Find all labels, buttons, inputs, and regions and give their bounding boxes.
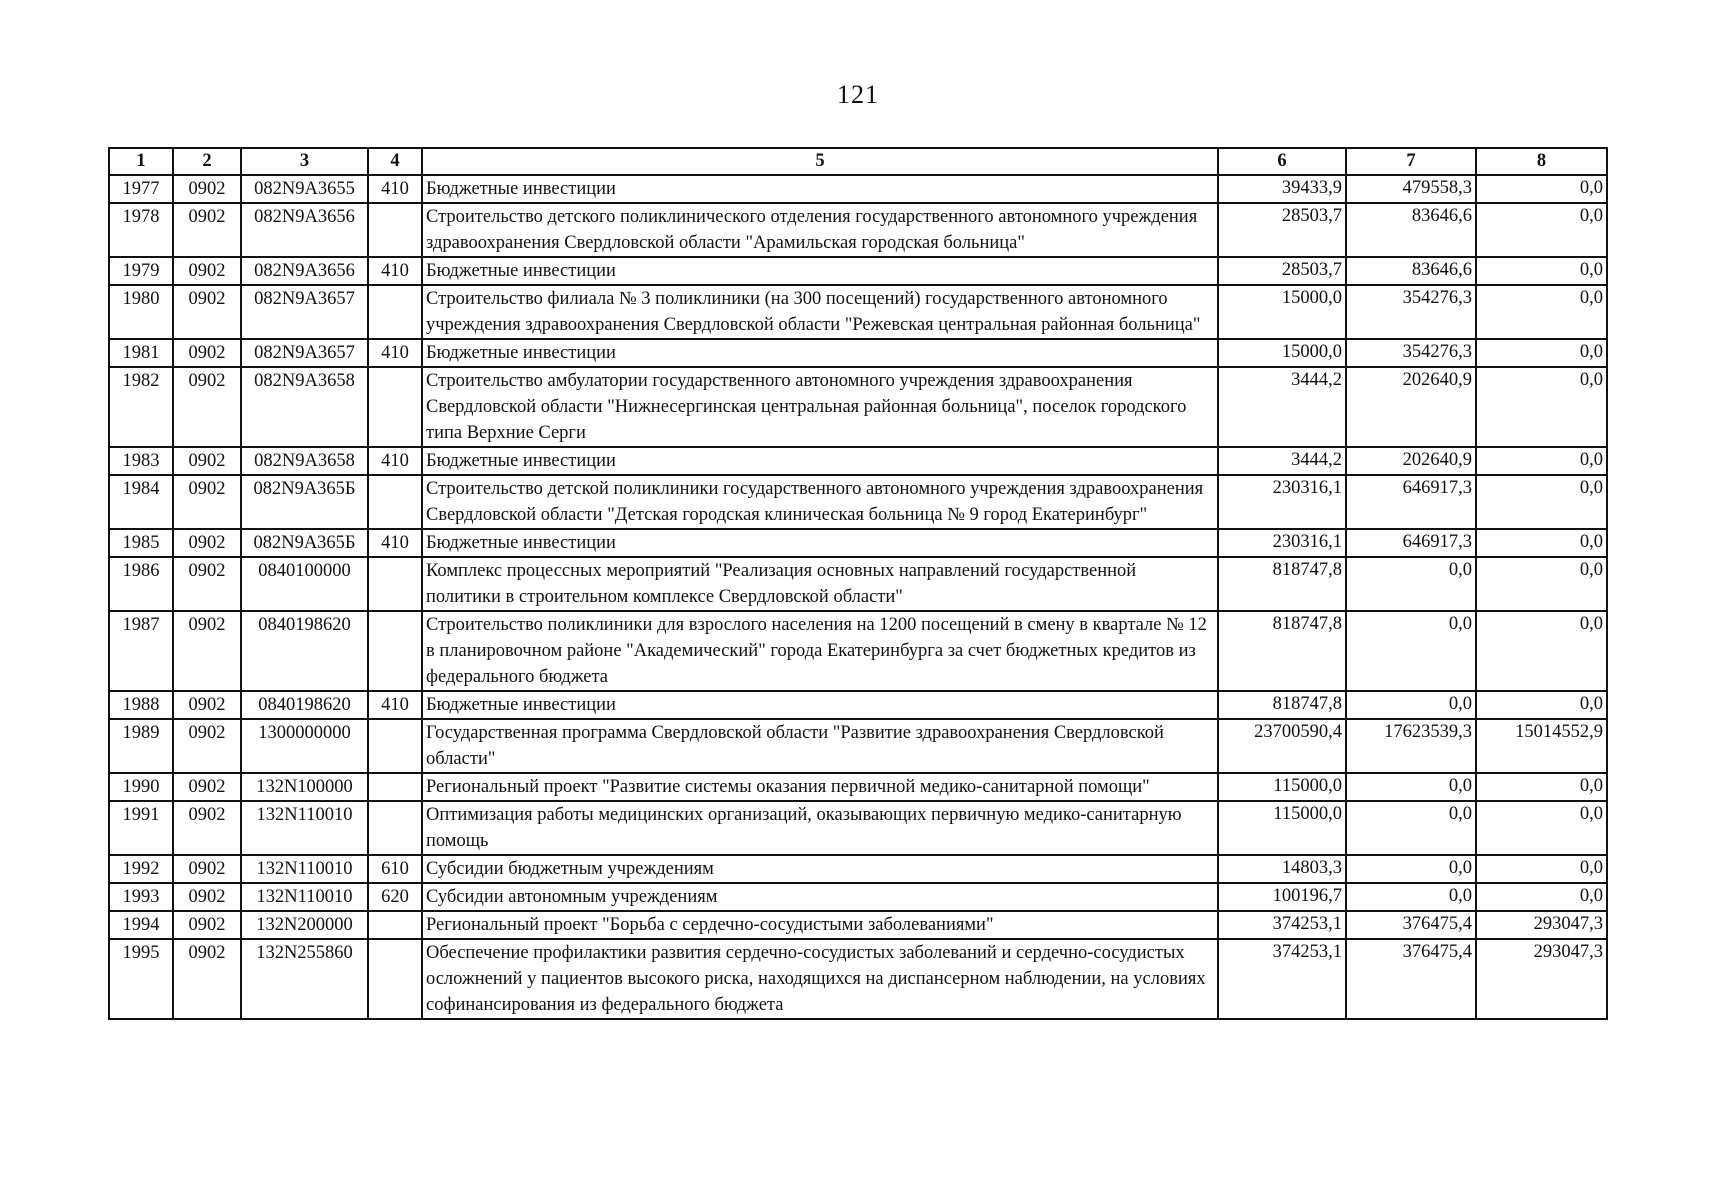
amount-col8-cell: 0,0 xyxy=(1476,475,1607,529)
amount-col7-cell: 83646,6 xyxy=(1346,257,1476,285)
description-cell: Государственная программа Свердловской области "Развитие здравоохранения Свердловской области" xyxy=(422,719,1218,773)
amount-col7-cell: 376475,4 xyxy=(1346,911,1476,939)
amount-col7-cell: 0,0 xyxy=(1346,557,1476,611)
table-row xyxy=(109,773,1607,801)
section-code-cell: 0902 xyxy=(173,367,241,447)
row-number-cell: 1995 xyxy=(109,939,173,1019)
amount-col6-cell: 818747,8 xyxy=(1218,691,1346,719)
table-row xyxy=(109,911,1607,939)
section-code-cell: 0902 xyxy=(173,285,241,339)
section-code-cell: 0902 xyxy=(173,691,241,719)
row-number-cell: 1979 xyxy=(109,257,173,285)
section-code-cell: 0902 xyxy=(173,773,241,801)
row-number-cell: 1981 xyxy=(109,339,173,367)
amount-col6-cell: 230316,1 xyxy=(1218,529,1346,557)
amount-col7-cell: 354276,3 xyxy=(1346,339,1476,367)
expense-type-cell: 410 xyxy=(368,529,422,557)
table-row xyxy=(109,801,1607,855)
target-code-cell: 0840198620 xyxy=(241,691,368,719)
expense-type-cell xyxy=(368,911,422,939)
description-cell: Бюджетные инвестиции xyxy=(422,691,1218,719)
target-code-cell: 082N9A3658 xyxy=(241,367,368,447)
row-number-cell: 1984 xyxy=(109,475,173,529)
table-row xyxy=(109,691,1607,719)
expense-type-cell xyxy=(368,939,422,1019)
target-code-cell: 132N255860 xyxy=(241,939,368,1019)
section-code-cell: 0902 xyxy=(173,557,241,611)
row-number-cell: 1994 xyxy=(109,911,173,939)
description-cell: Оптимизация работы медицинских организаций, оказывающих первичную медико-санитарную помощь xyxy=(422,801,1218,855)
header-row xyxy=(109,148,1607,175)
section-code-cell: 0902 xyxy=(173,257,241,285)
target-code-cell: 082N9A3656 xyxy=(241,257,368,285)
amount-col6-cell: 23700590,4 xyxy=(1218,719,1346,773)
amount-col7-cell: 202640,9 xyxy=(1346,367,1476,447)
amount-col8-cell: 0,0 xyxy=(1476,339,1607,367)
amount-col7-cell: 0,0 xyxy=(1346,611,1476,691)
description-cell: Бюджетные инвестиции xyxy=(422,175,1218,203)
amount-col6-cell: 100196,7 xyxy=(1218,883,1346,911)
amount-col8-cell: 0,0 xyxy=(1476,285,1607,339)
table-row xyxy=(109,475,1607,529)
row-number-cell: 1992 xyxy=(109,855,173,883)
target-code-cell: 132N110010 xyxy=(241,883,368,911)
target-code-cell: 082N9A365Б xyxy=(241,529,368,557)
description-cell: Бюджетные инвестиции xyxy=(422,339,1218,367)
description-cell: Строительство филиала № 3 поликлиники (на 300 посещений) государственного автономного учреждения здравоохранения Свердловской области "Режевская центральная районная больница" xyxy=(422,285,1218,339)
row-number-cell: 1983 xyxy=(109,447,173,475)
description-cell: Региональный проект "Развитие системы оказания первичной медико-санитарной помощи" xyxy=(422,773,1218,801)
row-number-cell: 1982 xyxy=(109,367,173,447)
row-number-cell: 1978 xyxy=(109,203,173,257)
table-row xyxy=(109,611,1607,691)
page-number: 121 xyxy=(837,80,879,109)
amount-col8-cell: 0,0 xyxy=(1476,529,1607,557)
table-row xyxy=(109,529,1607,557)
table-body xyxy=(109,175,1607,1019)
amount-col7-cell: 354276,3 xyxy=(1346,285,1476,339)
amount-col8-cell: 0,0 xyxy=(1476,257,1607,285)
amount-col7-cell: 0,0 xyxy=(1346,855,1476,883)
row-number-cell: 1989 xyxy=(109,719,173,773)
section-code-cell: 0902 xyxy=(173,939,241,1019)
amount-col8-cell: 0,0 xyxy=(1476,773,1607,801)
amount-col6-cell: 115000,0 xyxy=(1218,801,1346,855)
column-header: 5 xyxy=(422,148,1218,175)
amount-col6-cell: 3444,2 xyxy=(1218,447,1346,475)
target-code-cell: 132N100000 xyxy=(241,773,368,801)
expense-type-cell: 610 xyxy=(368,855,422,883)
amount-col8-cell: 0,0 xyxy=(1476,175,1607,203)
amount-col8-cell: 0,0 xyxy=(1476,611,1607,691)
target-code-cell: 132N200000 xyxy=(241,911,368,939)
table-row xyxy=(109,203,1607,257)
amount-col8-cell: 0,0 xyxy=(1476,883,1607,911)
target-code-cell: 082N9A3657 xyxy=(241,285,368,339)
row-number-cell: 1993 xyxy=(109,883,173,911)
target-code-cell: 132N110010 xyxy=(241,855,368,883)
row-number-cell: 1977 xyxy=(109,175,173,203)
amount-col7-cell: 646917,3 xyxy=(1346,529,1476,557)
description-cell: Субсидии бюджетным учреждениям xyxy=(422,855,1218,883)
section-code-cell: 0902 xyxy=(173,339,241,367)
target-code-cell: 0840100000 xyxy=(241,557,368,611)
expense-type-cell xyxy=(368,801,422,855)
table-row xyxy=(109,855,1607,883)
amount-col8-cell: 0,0 xyxy=(1476,447,1607,475)
target-code-cell: 082N9A365Б xyxy=(241,475,368,529)
table-row xyxy=(109,557,1607,611)
table-row xyxy=(109,257,1607,285)
amount-col7-cell: 202640,9 xyxy=(1346,447,1476,475)
expense-type-cell: 410 xyxy=(368,175,422,203)
row-number-cell: 1986 xyxy=(109,557,173,611)
table-row xyxy=(109,883,1607,911)
section-code-cell: 0902 xyxy=(173,911,241,939)
amount-col7-cell: 646917,3 xyxy=(1346,475,1476,529)
target-code-cell: 082N9A3657 xyxy=(241,339,368,367)
target-code-cell: 132N110010 xyxy=(241,801,368,855)
amount-col8-cell: 15014552,9 xyxy=(1476,719,1607,773)
amount-col6-cell: 115000,0 xyxy=(1218,773,1346,801)
expense-type-cell xyxy=(368,203,422,257)
expense-type-cell xyxy=(368,367,422,447)
expense-type-cell: 410 xyxy=(368,339,422,367)
amount-col6-cell: 818747,8 xyxy=(1218,611,1346,691)
table-row xyxy=(109,175,1607,203)
amount-col6-cell: 3444,2 xyxy=(1218,367,1346,447)
description-cell: Строительство поликлиники для взрослого населения на 1200 посещений в смену в квартале № 12 в планировочном районе "Академический" города Екатеринбурга за счет бюджетных кредитов из федерального бюджета xyxy=(422,611,1218,691)
amount-col7-cell: 17623539,3 xyxy=(1346,719,1476,773)
description-cell: Бюджетные инвестиции xyxy=(422,447,1218,475)
expense-type-cell xyxy=(368,557,422,611)
amount-col6-cell: 28503,7 xyxy=(1218,257,1346,285)
amount-col6-cell: 374253,1 xyxy=(1218,911,1346,939)
amount-col8-cell: 0,0 xyxy=(1476,855,1607,883)
column-header: 2 xyxy=(173,148,241,175)
column-header: 7 xyxy=(1346,148,1476,175)
amount-col8-cell: 293047,3 xyxy=(1476,939,1607,1019)
column-header: 3 xyxy=(241,148,368,175)
section-code-cell: 0902 xyxy=(173,475,241,529)
amount-col8-cell: 0,0 xyxy=(1476,557,1607,611)
description-cell: Комплекс процессных мероприятий "Реализация основных направлений государственной политики в строительном комплексе Свердловской области" xyxy=(422,557,1218,611)
column-header: 8 xyxy=(1476,148,1607,175)
target-code-cell: 082N9A3656 xyxy=(241,203,368,257)
amount-col8-cell: 0,0 xyxy=(1476,801,1607,855)
expense-type-cell xyxy=(368,773,422,801)
amount-col6-cell: 28503,7 xyxy=(1218,203,1346,257)
expense-type-cell: 410 xyxy=(368,691,422,719)
amount-col6-cell: 230316,1 xyxy=(1218,475,1346,529)
section-code-cell: 0902 xyxy=(173,529,241,557)
amount-col7-cell: 376475,4 xyxy=(1346,939,1476,1019)
amount-col8-cell: 293047,3 xyxy=(1476,911,1607,939)
description-cell: Обеспечение профилактики развития сердечно-сосудистых заболеваний и сердечно-сосудистых осложнений у пациентов высокого риска, находящихся на диспансерном наблюдении, на условиях софинансирования из федерального бюджета xyxy=(422,939,1218,1019)
expense-type-cell xyxy=(368,719,422,773)
table-row xyxy=(109,339,1607,367)
section-code-cell: 0902 xyxy=(173,203,241,257)
amount-col6-cell: 818747,8 xyxy=(1218,557,1346,611)
table-row xyxy=(109,447,1607,475)
expense-type-cell xyxy=(368,475,422,529)
description-cell: Строительство детского поликлинического отделения государственного автономного учреждения здравоохранения Свердловской области "Арамильская городская больница" xyxy=(422,203,1218,257)
target-code-cell: 082N9A3655 xyxy=(241,175,368,203)
table-row xyxy=(109,367,1607,447)
amount-col6-cell: 15000,0 xyxy=(1218,339,1346,367)
section-code-cell: 0902 xyxy=(173,883,241,911)
amount-col8-cell: 0,0 xyxy=(1476,691,1607,719)
amount-col7-cell: 83646,6 xyxy=(1346,203,1476,257)
row-number-cell: 1988 xyxy=(109,691,173,719)
target-code-cell: 1300000000 xyxy=(241,719,368,773)
budget-table xyxy=(108,147,1608,1020)
section-code-cell: 0902 xyxy=(173,801,241,855)
column-header: 6 xyxy=(1218,148,1346,175)
target-code-cell: 082N9A3658 xyxy=(241,447,368,475)
amount-col6-cell: 39433,9 xyxy=(1218,175,1346,203)
description-cell: Региональный проект "Борьба с сердечно-сосудистыми заболеваниями" xyxy=(422,911,1218,939)
amount-col8-cell: 0,0 xyxy=(1476,203,1607,257)
row-number-cell: 1991 xyxy=(109,801,173,855)
amount-col8-cell: 0,0 xyxy=(1476,367,1607,447)
description-cell: Субсидии автономным учреждениям xyxy=(422,883,1218,911)
expense-type-cell xyxy=(368,285,422,339)
description-cell: Бюджетные инвестиции xyxy=(422,257,1218,285)
row-number-cell: 1985 xyxy=(109,529,173,557)
target-code-cell: 0840198620 xyxy=(241,611,368,691)
expense-type-cell xyxy=(368,611,422,691)
description-cell: Строительство детской поликлиники государственного автономного учреждения здравоохранения Свердловской области "Детская городская клиническая больница № 9 город Екатеринбург" xyxy=(422,475,1218,529)
section-code-cell: 0902 xyxy=(173,611,241,691)
column-header: 4 xyxy=(368,148,422,175)
amount-col7-cell: 0,0 xyxy=(1346,773,1476,801)
table-row xyxy=(109,719,1607,773)
description-cell: Бюджетные инвестиции xyxy=(422,529,1218,557)
expense-type-cell: 410 xyxy=(368,447,422,475)
row-number-cell: 1987 xyxy=(109,611,173,691)
amount-col6-cell: 374253,1 xyxy=(1218,939,1346,1019)
expense-type-cell: 620 xyxy=(368,883,422,911)
table-row xyxy=(109,285,1607,339)
amount-col7-cell: 0,0 xyxy=(1346,801,1476,855)
amount-col7-cell: 0,0 xyxy=(1346,883,1476,911)
amount-col6-cell: 15000,0 xyxy=(1218,285,1346,339)
amount-col7-cell: 0,0 xyxy=(1346,691,1476,719)
section-code-cell: 0902 xyxy=(173,719,241,773)
row-number-cell: 1990 xyxy=(109,773,173,801)
row-number-cell: 1980 xyxy=(109,285,173,339)
description-cell: Строительство амбулатории государственного автономного учреждения здравоохранения Свердловской области "Нижнесергинская центральная районная больница", поселок городского типа Верхние Серги xyxy=(422,367,1218,447)
table-row xyxy=(109,939,1607,1019)
section-code-cell: 0902 xyxy=(173,447,241,475)
expense-type-cell: 410 xyxy=(368,257,422,285)
amount-col7-cell: 479558,3 xyxy=(1346,175,1476,203)
section-code-cell: 0902 xyxy=(173,175,241,203)
amount-col6-cell: 14803,3 xyxy=(1218,855,1346,883)
section-code-cell: 0902 xyxy=(173,855,241,883)
column-header: 1 xyxy=(109,148,173,175)
